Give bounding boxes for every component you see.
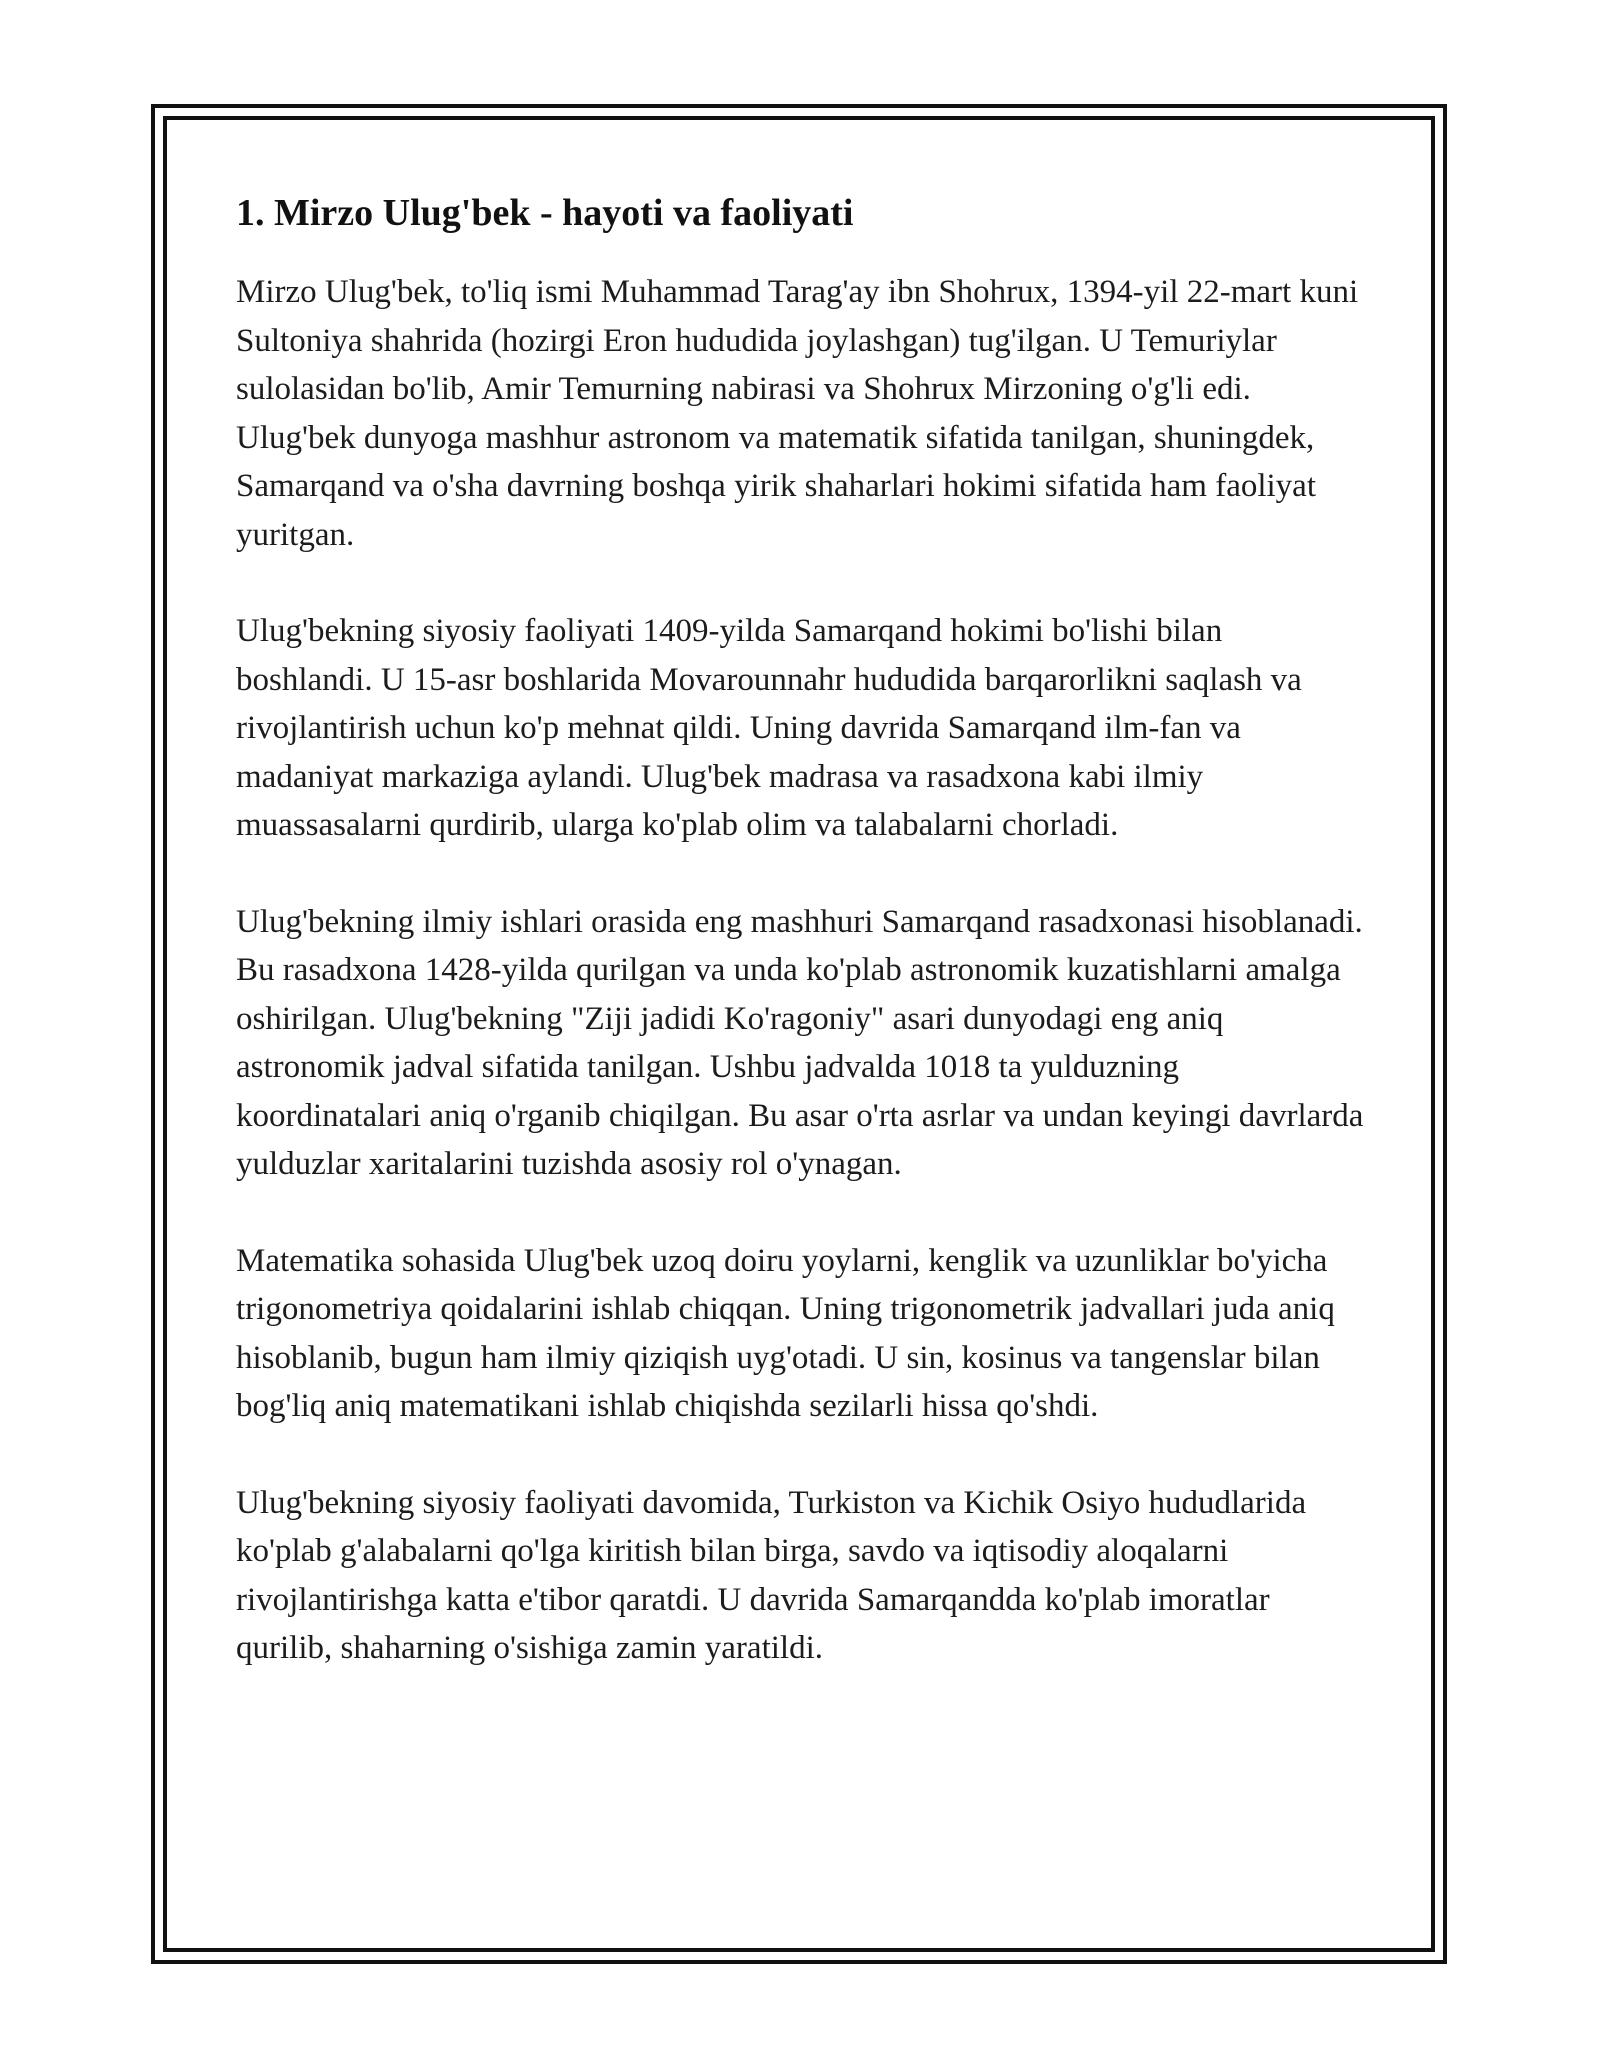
paragraph-observatory: Ulug'bekning ilmiy ishlari orasida eng mashhuri Samarqand rasadxonasi hisoblanadi. Bu rasadxona 1428-yilda qurilgan va unda ko'plab astronomik kuzatishlarni amalga oshirilgan. Ulug'bekning "Ziji jadidi Ko'ragoniy" asari dunyodagi eng aniq astronomik jadval sifatida tanilgan. Ushbu jadvalda 1018 ta yulduzning koordinatalari aniq o'rganib chiqilgan. Bu asar o'rta asrlar va undan keyingi davrlarda yulduzlar xaritalarini tuzishda asosiy rol o'ynagan. — [236, 903, 1364, 1182]
document-title: 1. Mirzo Ulug'bek - hayoti va faoliyati — [236, 192, 854, 234]
paragraph-trade: Ulug'bekning siyosiy faoliyati davomida, Turkiston va Kichik Osiyo hududlarida ko'plab g'alabalarni qo'lga kiritish bilan birga, savdo va iqtisodiy aloqalarni rivojlantirishga katta e'tibor qaratdi. U davrida Samarqandda ko'plab imoratlar qurilib, shaharning o'sishiga zamin yaratildi. — [236, 1484, 1307, 1666]
document-body — [236, 186, 1366, 1721]
paragraph-politics: Ulug'bekning siyosiy faoliyati 1409-yilda Samarqand hokimi bo'lishi bilan boshlandi. U 15-asr boshlarida Movarounnahr hududida barqarorlikni saqlash va rivojlantirish uchun ko'p mehnat qildi. Uning davrida Samarqand ilm-fan va madaniyat markaziga aylandi. Ulug'bek madrasa va rasadxona kabi ilmiy muassasalarni qurdirib, ularga ko'plab olim va talabalarni chorladi. — [236, 613, 1302, 843]
paragraph-mathematics: Matematika sohasida Ulug'bek uzoq doiru yoylarni, kenglik va uzunliklar bo'yicha trigonometriya qoidalarini ishlab chiqqan. Uning trigonometrik jadvallari juda aniq hisoblanib, bugun ham ilmiy qiziqish uyg'otadi. U sin, kosinus va tangenslar bilan bog'liq aniq matematikani ishlab chiqishda sezilarli hissa qo'shdi. — [236, 1242, 1335, 1424]
paragraph-birth: Mirzo Ulug'bek, to'liq ismi Muhammad Tarag'ay ibn Shohrux, 1394-yil 22-mart kuni Sultoniya shahrida (hozirgi Eron hududida joylashgan) tug'ilgan. U Temuriylar sulolasidan bo'lib, Amir Temurning nabirasi va Shohrux Mirzoning o'g'li edi. Ulug'bek dunyoga mashhur astronom va matematik sifatida tanilgan, shuningdek, Samarqand va o'sha davrning boshqa yirik shaharlari hokimi sifatida ham faoliyat yuritgan. — [236, 274, 1359, 553]
